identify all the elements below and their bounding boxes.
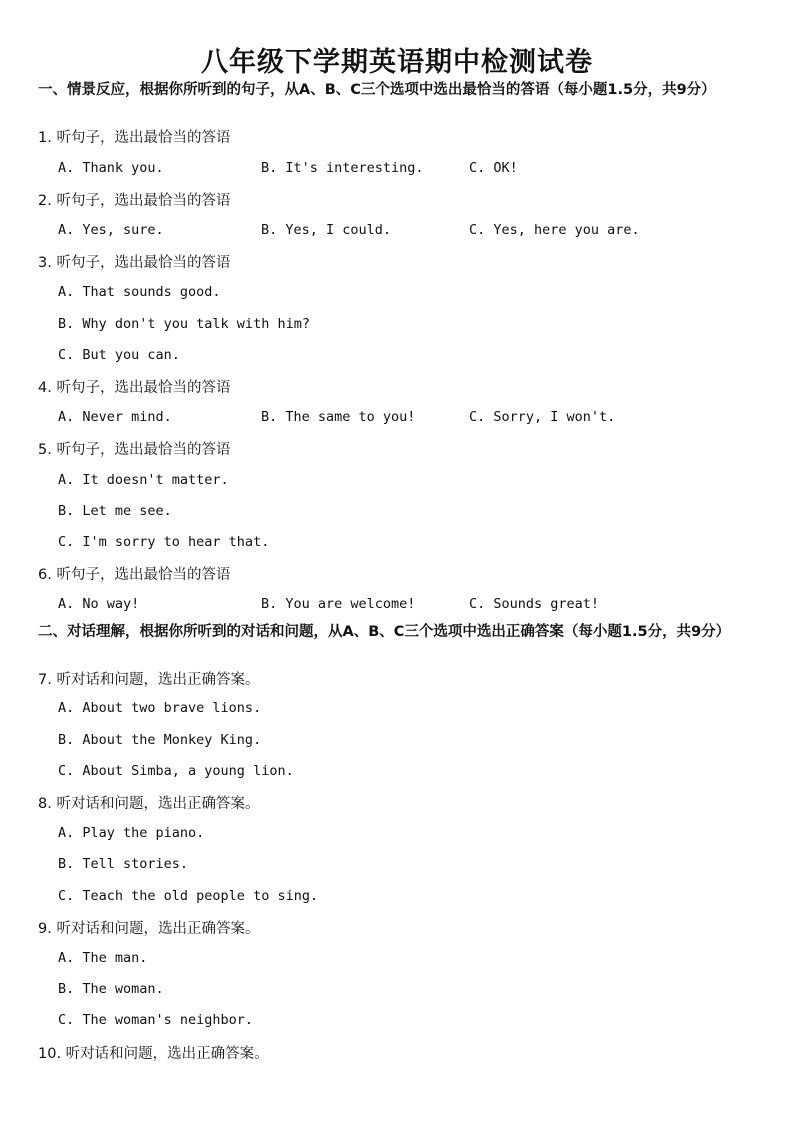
- question-1-option-b: B. It's interesting.: [261, 160, 424, 176]
- question-8: 8. 听对话和问题，选出正确答案。: [38, 796, 260, 812]
- question-3: 3. 听句子，选出最恰当的答语: [38, 255, 231, 271]
- section-1-heading: 一、情景反应，根据你所听到的句子，从A、B、C三个选项中选出最恰当的答语（每小题1.5分，共9分）: [38, 82, 716, 98]
- question-7-option-a: A. About two brave lions.: [58, 700, 262, 716]
- question-1-option-c: C. OK!: [469, 160, 518, 176]
- question-9-option-a: A. The man.: [58, 950, 148, 966]
- question-4-option-c: C. Sorry, I won't.: [469, 409, 616, 425]
- question-2-option-b: B. Yes, I could.: [261, 222, 392, 238]
- question-6-option-b: B. You are welcome!: [261, 596, 416, 612]
- question-7-option-b: B. About the Monkey King.: [58, 732, 262, 748]
- question-9-option-c: C. The woman's neighbor.: [58, 1012, 254, 1028]
- question-8-option-a: A. Play the piano.: [58, 825, 205, 841]
- question-4-option-a: A. Never mind.: [58, 409, 172, 425]
- question-9-option-b: B. The woman.: [58, 981, 164, 997]
- question-10: 10. 听对话和问题，选出正确答案。: [38, 1046, 269, 1062]
- question-8-option-c: C. Teach the old people to sing.: [58, 888, 319, 904]
- question-3-option-c: C. But you can.: [58, 347, 180, 363]
- question-5: 5. 听句子，选出最恰当的答语: [38, 442, 231, 458]
- question-5-option-a: A. It doesn't matter.: [58, 472, 229, 488]
- question-2-option-c: C. Yes, here you are.: [469, 222, 640, 238]
- page-title: 八年级下学期英语期中检测试卷: [201, 47, 593, 78]
- question-7: 7. 听对话和问题，选出正确答案。: [38, 672, 260, 688]
- question-6: 6. 听句子，选出最恰当的答语: [38, 567, 231, 583]
- question-8-option-b: B. Tell stories.: [58, 856, 189, 872]
- question-5-option-b: B. Let me see.: [58, 503, 172, 519]
- question-6-option-a: A. No way!: [58, 596, 140, 612]
- question-4: 4. 听句子，选出最恰当的答语: [38, 380, 231, 396]
- question-4-option-b: B. The same to you!: [261, 409, 416, 425]
- question-1-option-a: A. Thank you.: [58, 160, 164, 176]
- question-9: 9. 听对话和问题，选出正确答案。: [38, 921, 260, 937]
- question-1: 1. 听句子，选出最恰当的答语: [38, 130, 231, 146]
- section-2-heading: 二、对话理解，根据你所听到的对话和问题，从A、B、C三个选项中选出正确答案（每小题1.5分，共9分）: [38, 624, 731, 640]
- question-7-option-c: C. About Simba, a young lion.: [58, 763, 294, 779]
- question-3-option-b: B. Why don't you talk with him?: [58, 316, 310, 332]
- question-3-option-a: A. That sounds good.: [58, 284, 221, 300]
- question-2: 2. 听句子，选出最恰当的答语: [38, 193, 231, 209]
- question-6-option-c: C. Sounds great!: [469, 596, 600, 612]
- question-2-option-a: A. Yes, sure.: [58, 222, 164, 238]
- question-5-option-c: C. I'm sorry to hear that.: [58, 534, 270, 550]
